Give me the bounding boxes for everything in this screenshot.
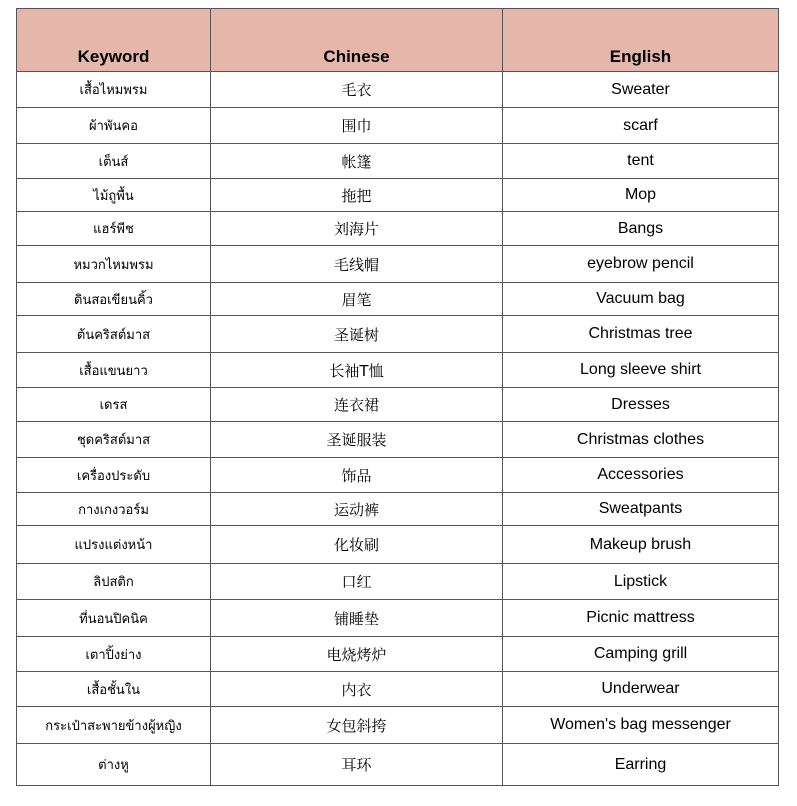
keyword-cell: ต้นคริสต์มาส	[17, 316, 211, 353]
table-row	[17, 388, 779, 422]
english-cell: tent	[503, 144, 779, 179]
keyword-cell: เดรส	[17, 388, 211, 422]
keyword-cell: แฮร์พีช	[17, 212, 211, 246]
table-row	[17, 564, 779, 600]
keyword-cell: ที่นอนปิคนิค	[17, 600, 211, 637]
keyword-cell: กระเป๋าสะพายข้างผู้หญิง	[17, 707, 211, 744]
header-keyword: Keyword	[17, 9, 211, 72]
chinese-cell: 耳环	[211, 744, 503, 786]
table-row	[17, 316, 779, 353]
header-english: English	[503, 9, 779, 72]
table-row	[17, 179, 779, 212]
table-row	[17, 246, 779, 283]
english-cell: Underwear	[503, 672, 779, 707]
keyword-cell: ไม้ถูพื้น	[17, 179, 211, 212]
english-cell: Women's bag messenger	[503, 707, 779, 744]
table-row	[17, 212, 779, 246]
table-row	[17, 422, 779, 458]
table-row	[17, 672, 779, 707]
english-cell: Bangs	[503, 212, 779, 246]
chinese-cell: 圣诞服装	[211, 422, 503, 458]
keyword-cell: หมวกไหมพรม	[17, 246, 211, 283]
table-row	[17, 144, 779, 179]
table-row	[17, 600, 779, 637]
chinese-cell: 化妆刷	[211, 526, 503, 564]
table-row	[17, 458, 779, 493]
chinese-cell: 女包斜挎	[211, 707, 503, 744]
table-row	[17, 744, 779, 786]
table-row	[17, 493, 779, 526]
chinese-cell: 饰品	[211, 458, 503, 493]
english-cell: scarf	[503, 108, 779, 144]
english-cell: Picnic mattress	[503, 600, 779, 637]
header-row	[17, 9, 779, 72]
table-row	[17, 637, 779, 672]
keyword-cell: เครื่องประดับ	[17, 458, 211, 493]
keyword-cell: ดินสอเขียนคิ้ว	[17, 283, 211, 316]
chinese-cell: 内衣	[211, 672, 503, 707]
english-cell: Camping grill	[503, 637, 779, 672]
table-row	[17, 707, 779, 744]
keyword-cell: เตาปิ้งย่าง	[17, 637, 211, 672]
keyword-cell: เสื้อชั้นใน	[17, 672, 211, 707]
keyword-cell: กางเกงวอร์ม	[17, 493, 211, 526]
english-cell: Vacuum bag	[503, 283, 779, 316]
keyword-cell: เสื้อแขนยาว	[17, 353, 211, 388]
english-cell: Dresses	[503, 388, 779, 422]
chinese-cell: 帐篷	[211, 144, 503, 179]
keyword-cell: ลิปสติก	[17, 564, 211, 600]
chinese-cell: 运动裤	[211, 493, 503, 526]
keyword-cell: แปรงแต่งหน้า	[17, 526, 211, 564]
english-cell: Long sleeve shirt	[503, 353, 779, 388]
chinese-cell: 围巾	[211, 108, 503, 144]
english-cell: Makeup brush	[503, 526, 779, 564]
chinese-cell: 长袖T恤	[211, 353, 503, 388]
keyword-cell: ต่างหู	[17, 744, 211, 786]
table-body	[17, 72, 779, 786]
english-cell: Accessories	[503, 458, 779, 493]
table-row	[17, 108, 779, 144]
table-row	[17, 526, 779, 564]
english-cell: Christmas clothes	[503, 422, 779, 458]
chinese-cell: 刘海片	[211, 212, 503, 246]
keyword-cell: ชุดคริสต์มาส	[17, 422, 211, 458]
chinese-cell: 连衣裙	[211, 388, 503, 422]
header-chinese: Chinese	[211, 9, 503, 72]
english-cell: Sweatpants	[503, 493, 779, 526]
english-cell: Lipstick	[503, 564, 779, 600]
english-cell: Earring	[503, 744, 779, 786]
chinese-cell: 眉笔	[211, 283, 503, 316]
keyword-table	[16, 8, 779, 786]
english-cell: Christmas tree	[503, 316, 779, 353]
keyword-cell: เสื้อไหมพรม	[17, 72, 211, 108]
table-row	[17, 353, 779, 388]
table-row	[17, 72, 779, 108]
chinese-cell: 铺睡垫	[211, 600, 503, 637]
english-cell: Mop	[503, 179, 779, 212]
english-cell: eyebrow pencil	[503, 246, 779, 283]
chinese-cell: 毛衣	[211, 72, 503, 108]
chinese-cell: 电烧烤炉	[211, 637, 503, 672]
table-row	[17, 283, 779, 316]
chinese-cell: 拖把	[211, 179, 503, 212]
keyword-cell: ผ้าพันคอ	[17, 108, 211, 144]
english-cell: Sweater	[503, 72, 779, 108]
chinese-cell: 圣诞树	[211, 316, 503, 353]
chinese-cell: 口红	[211, 564, 503, 600]
keyword-cell: เต็นส์	[17, 144, 211, 179]
chinese-cell: 毛线帽	[211, 246, 503, 283]
